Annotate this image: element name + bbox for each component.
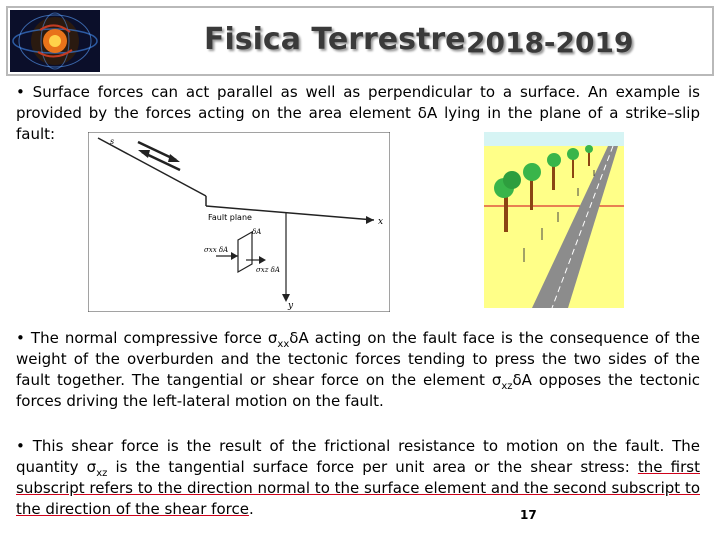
label-fault-plane: Fault plane [208,213,252,222]
paragraph-normal-force: • The normal compressive force $\sigma_{xx}\delta A$ acting on the fault face is the consequence of the weight of the overburden and the tectonic forces tending to press the two sides of the fault together. The tangential or shear force on the element $\sigma_{xz}\delta A$ opposes the tectonic forces driving the left-lateral motion on the fault. [16,329,700,410]
academic-year: 2018-2019 [466,26,634,59]
fault-plane-diagram [88,132,390,312]
paragraph-intro: • Surface forces can act parallel as well as perpendicular to a surface. An example is provided by the forces acting on the area element δA lying in the plane of a strike–slip fault: [16,83,700,143]
header-banner [6,6,714,76]
label-dA: δA [252,228,262,236]
label-s: s [110,137,115,146]
sky [484,132,624,146]
label-y: y [288,301,294,311]
strike-slip-road-illustration [484,132,624,308]
label-sigma-xx: σxx δA [204,246,229,254]
label-x: x [378,217,384,227]
page-title: Fisica Terrestre [204,22,466,57]
subscript-definition: the first subscript refers to the direction normal to the surface element and the second subscript to the direction of the shear force [16,458,700,518]
label-sigma-xz: σxz δA [256,266,280,274]
page-number: 17 [520,508,537,522]
earth-logo-icon [10,10,100,72]
paragraph-shear-stress: • This shear force is the result of the frictional resistance to motion on the fault. The quantity $\sigma_{xz}$ is the tangential surface force per unit area or the shear stress: the first subscript refers to the direction normal to the surface element and the second subscript to the direction of the shear force. [16,437,700,518]
